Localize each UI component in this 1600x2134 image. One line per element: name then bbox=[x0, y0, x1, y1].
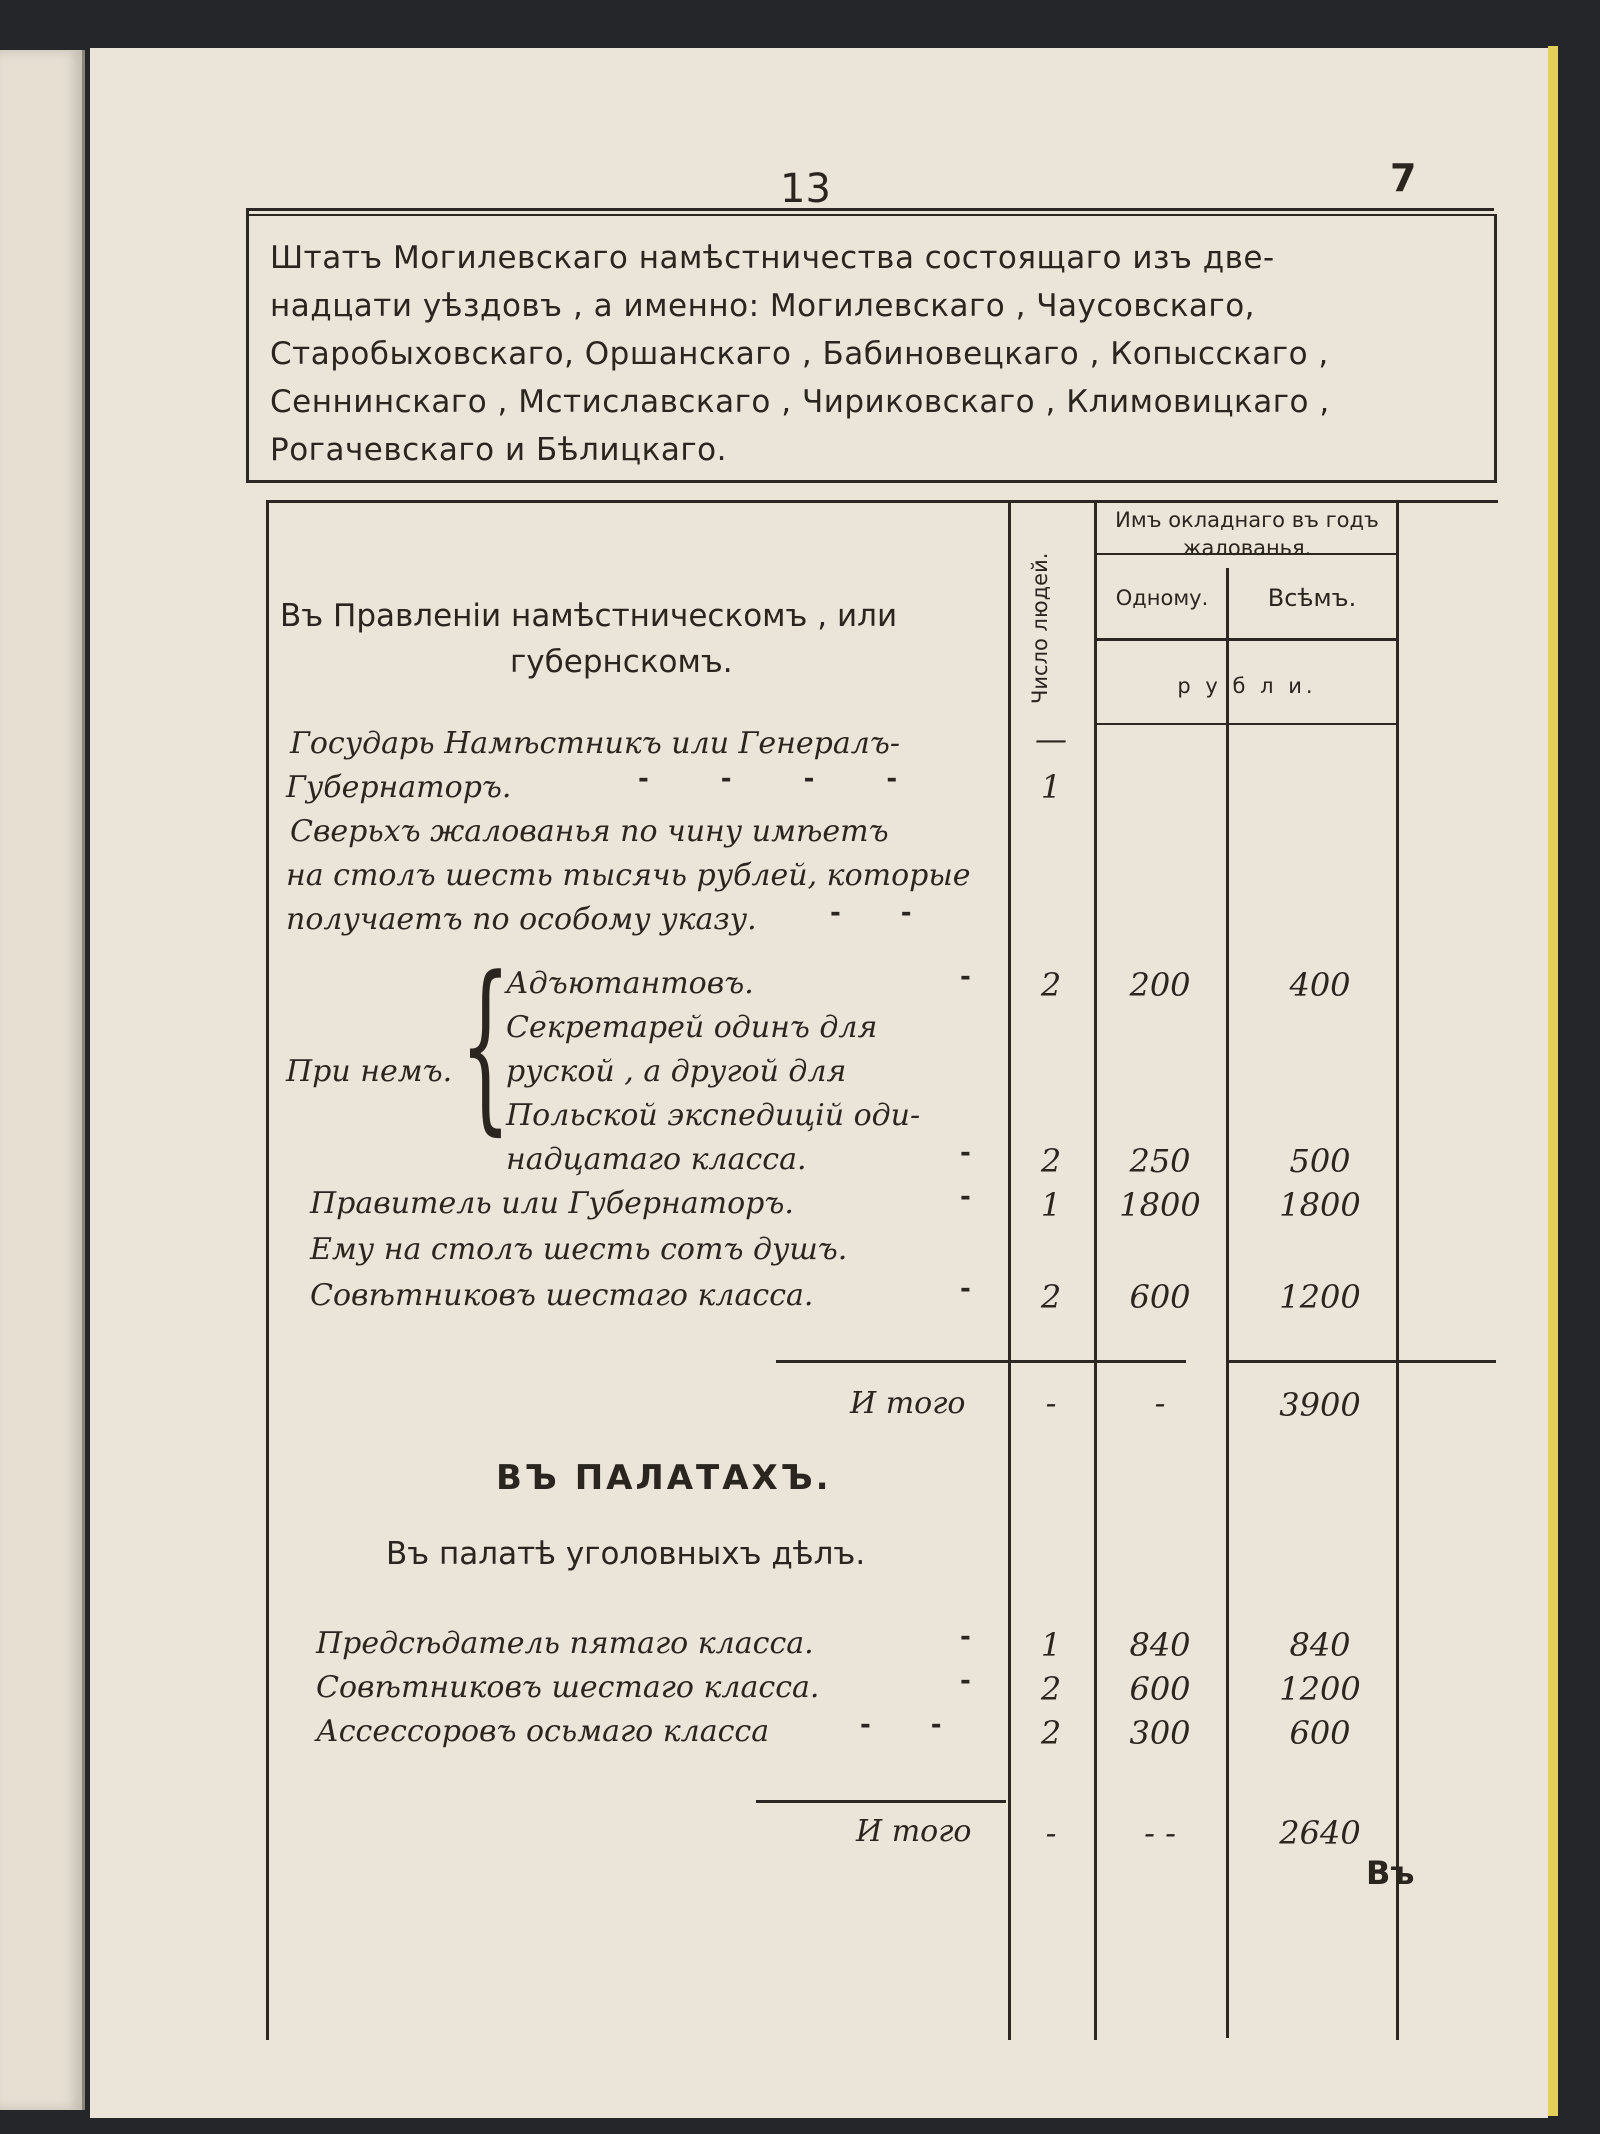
row-all: 600 bbox=[1289, 1714, 1351, 1752]
adjutants-all: 400 bbox=[1289, 966, 1351, 1004]
page-edge-yellow bbox=[1548, 46, 1558, 2116]
adjutants-label: Адъютантовъ. bbox=[506, 966, 754, 1001]
leader-dash: - bbox=[960, 1622, 971, 1652]
secretaries-all: 500 bbox=[1289, 1142, 1351, 1180]
leader-dashes: -- bbox=[830, 898, 972, 928]
unit-rule bbox=[1094, 723, 1396, 725]
header-all: Всѣмъ. bbox=[1267, 584, 1357, 612]
row-one: 300 bbox=[1129, 1714, 1191, 1752]
salary-one-left-rule bbox=[1094, 500, 1097, 2040]
row-all: 840 bbox=[1289, 1626, 1351, 1664]
total-label: И того bbox=[850, 1386, 966, 1421]
table-top-rule bbox=[268, 500, 1498, 503]
leader-dashes: ---- bbox=[638, 764, 970, 794]
curly-brace: { bbox=[460, 937, 511, 1152]
total-one: - - bbox=[1144, 1814, 1176, 1852]
secretaries-label-cont: Польской экспедицiй оди- bbox=[506, 1098, 921, 1133]
total-rule bbox=[756, 1800, 1006, 1803]
section-subtitle: Въ палатѣ уголовныхъ дѣлъ. bbox=[386, 1536, 866, 1572]
secretaries-label-cont: руской , а другой для bbox=[506, 1054, 847, 1089]
row-all: 1200 bbox=[1279, 1670, 1361, 1708]
table-right-rule bbox=[1396, 500, 1399, 2040]
title-box-left-rule bbox=[246, 208, 249, 480]
total-one: - bbox=[1154, 1384, 1166, 1422]
salary-all-left-rule bbox=[1226, 568, 1229, 2038]
councillors-all: 1200 bbox=[1279, 1278, 1361, 1316]
catchword: Въ bbox=[1366, 1854, 1415, 1892]
with-him-label: При немъ. bbox=[286, 1054, 453, 1089]
total-all: 3900 bbox=[1279, 1386, 1361, 1424]
title-box-right-rule bbox=[1494, 214, 1497, 480]
book-page bbox=[90, 48, 1548, 2118]
table-left-rule bbox=[266, 500, 269, 2040]
adjutants-count: 2 bbox=[1040, 966, 1062, 1004]
governor-count: 1 bbox=[1040, 768, 1062, 806]
governor-label-cont: Губернаторъ. bbox=[286, 770, 512, 805]
total-rule bbox=[1226, 1360, 1496, 1363]
title-box-bottom-rule bbox=[246, 480, 1497, 483]
title-box-top-rule bbox=[248, 208, 1494, 211]
leader-dash: - bbox=[960, 1182, 971, 1212]
title-line: надцати уѣздовъ , а именно: Могилевскаго , Чаусовскаго, bbox=[270, 288, 1256, 324]
title-line: Рогачевскаго и Бѣлицкаго. bbox=[270, 432, 727, 468]
header-count: Число людей. bbox=[1028, 552, 1052, 704]
governor-label: Государь Намѣстникъ или Генералъ- bbox=[290, 726, 901, 761]
governor-note-cont: получаетъ по особому указу. bbox=[286, 902, 757, 937]
councillors-label: Совѣтниковъ шестаго класса. bbox=[310, 1278, 814, 1313]
header-unit: р у б л и. bbox=[1177, 674, 1317, 698]
row-one: 600 bbox=[1129, 1670, 1191, 1708]
councillors-count: 2 bbox=[1040, 1278, 1062, 1316]
row-one: 840 bbox=[1129, 1626, 1191, 1664]
row-label: Совѣтниковъ шестаго класса. bbox=[316, 1670, 820, 1705]
secretaries-one: 250 bbox=[1129, 1142, 1191, 1180]
row-label: Предсѣдатель пятаго класса. bbox=[316, 1626, 814, 1661]
adjutants-one: 200 bbox=[1129, 966, 1191, 1004]
header-one: Одному. bbox=[1115, 586, 1209, 610]
title-line: Штатъ Могилевскаго намѣстничества состоящаго изъ две- bbox=[270, 240, 1275, 276]
corner-mark: 7 bbox=[1390, 156, 1417, 200]
secretaries-count: 2 bbox=[1040, 1142, 1062, 1180]
row-count: 2 bbox=[1040, 1714, 1062, 1752]
row-label: Ассессоровъ осьмаго класса bbox=[316, 1714, 770, 1749]
secretaries-label: Секретарей одинъ для bbox=[506, 1010, 878, 1045]
page-number: 13 bbox=[780, 166, 831, 212]
leader-dashes: -- bbox=[860, 1710, 1002, 1740]
total-label: И того bbox=[856, 1814, 972, 1849]
total-all: 2640 bbox=[1279, 1814, 1361, 1852]
title-line: Сеннинскаго , Мстиславскаго , Чириковскаго , Климовицкаго , bbox=[270, 384, 1330, 420]
title-line: Старобыховскаго, Оршанскаго , Бабиновецкаго , Копысскаго , bbox=[270, 336, 1329, 372]
governor-note: Сверьхъ жалованья по чину имѣетъ bbox=[290, 814, 889, 849]
section-title: Въ Правленiи намѣстническомъ , или bbox=[280, 598, 898, 634]
leader-dash: - bbox=[960, 1138, 971, 1168]
total-rule bbox=[776, 1360, 1186, 1363]
facing-page-edge bbox=[0, 50, 85, 2110]
title-box-top-rule-2 bbox=[248, 214, 1494, 216]
ruler-count: 1 bbox=[1040, 1186, 1062, 1224]
total-count: - bbox=[1045, 1384, 1057, 1422]
row-count: 2 bbox=[1040, 1670, 1062, 1708]
ruler-one: 1800 bbox=[1119, 1186, 1201, 1224]
total-count: - bbox=[1045, 1814, 1057, 1852]
salary-subheader-rule bbox=[1094, 638, 1396, 641]
secretaries-label-cont: надцатаго класса. bbox=[506, 1142, 807, 1177]
leader-dash: - bbox=[960, 1666, 971, 1696]
row-count: 1 bbox=[1040, 1626, 1062, 1664]
councillors-one: 600 bbox=[1129, 1278, 1191, 1316]
leader-dash: - bbox=[960, 962, 971, 992]
section-title-cont: губернскомъ. bbox=[510, 644, 733, 680]
header-salary: Имъ окладнаго въ годъ жалованья. bbox=[1115, 508, 1379, 560]
governor-count-mark: — bbox=[1035, 720, 1067, 758]
ruler-all: 1800 bbox=[1279, 1186, 1361, 1224]
section-title: ВЪ ПАЛАТАХЪ. bbox=[496, 1458, 832, 1498]
leader-dash: - bbox=[960, 1274, 971, 1304]
title-block bbox=[270, 234, 1490, 474]
ruler-note: Ему на столъ шесть сотъ душъ. bbox=[310, 1232, 848, 1267]
ruler-label: Правитель или Губернаторъ. bbox=[310, 1186, 794, 1221]
count-column-left-rule bbox=[1008, 500, 1011, 2040]
governor-note-cont: на столъ шесть тысячь рублей, которые bbox=[286, 858, 971, 893]
